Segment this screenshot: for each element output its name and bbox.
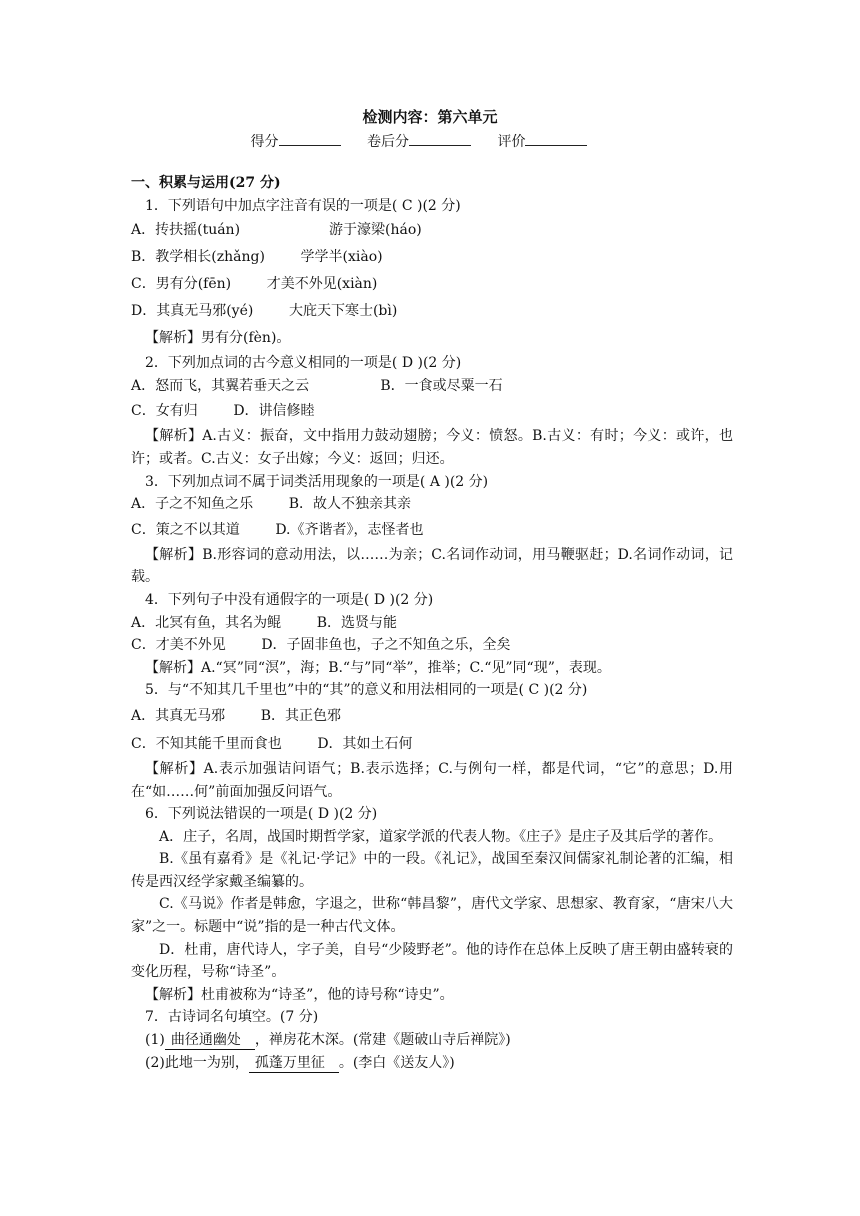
- fill-prefix: (2)此地一为别，: [145, 1054, 249, 1071]
- fill-item: [131, 1052, 733, 1075]
- question-7-stem: 7．古诗词名句填空。(7 分): [145, 1009, 319, 1026]
- question-1-option-line: C．男有分(fēn) 才美不外见(xiàn): [131, 276, 378, 293]
- section-title: 一、积累与运用(27 分): [131, 175, 281, 191]
- fill-suffix: ，禅房花木深。(常建《题破山寺后禅院》): [254, 1032, 511, 1049]
- question-5-option-line: A．其真无马邪 B．其正色邪: [131, 707, 341, 724]
- score-line: [0, 131, 860, 151]
- eval-blank[interactable]: [525, 131, 587, 146]
- question-3-analysis: 【解析】B.形容词的意动用法，以……为亲；C.名词作动词，用马鞭驱赶；D.名词作动词，记载。: [131, 546, 733, 586]
- question-2-option-line: C．女有归 D．讲信修睦: [131, 403, 315, 420]
- question-3-stem: 3．下列加点词不属于词类活用现象的一项是( A )(2 分): [145, 473, 489, 490]
- question-1-option-line: B．教学相长(zhǎng) 学学半(xiào): [131, 249, 383, 266]
- question-5-stem: 5．与“不知其几千里也”中的“其”的意义和用法相同的一项是( C )(2 分): [145, 682, 588, 699]
- question-6-option-paragraph: D．杜甫，唐代诗人，字子美，自号“少陵野老”。他的诗作在总体上反映了唐王朝由盛转衰的变化历程，号称“诗圣”。: [131, 941, 733, 981]
- after-score-label: 卷后分: [367, 134, 409, 150]
- fill-answer[interactable]: 孤蓬万里征: [249, 1054, 339, 1073]
- exam-content: [131, 172, 733, 1074]
- question-6-stem: 6．下列说法错误的一项是( D )(2 分): [145, 806, 378, 823]
- question-6-analysis: 【解析】杜甫被称为“诗圣”，他的诗号称“诗史”。: [145, 986, 454, 1003]
- score-label: 得分: [250, 134, 279, 150]
- question-5-option-line: C．不知其能千里而食也 D．其如土石何: [131, 735, 413, 752]
- question-2-analysis: 【解析】A.古义：振奋，文中指用力鼓动翅膀；今义：愤怒。B.古义：有时；今义：或许，也许；或者。C.古义：女子出嫁；今义：返回；归还。: [131, 428, 733, 467]
- question-3-option-line: C．策之不以其道 D.《齐谐者》，志怪者也: [131, 521, 424, 538]
- question-4-stem: 4．下列句子中没有通假字的一项是( D )(2 分): [145, 591, 434, 608]
- eval-label: 评价: [497, 134, 526, 150]
- question-6-option-paragraph: A．庄子，名周，战国时期哲学家，道家学派的代表人物。《庄子》是庄子及其后学的著作。: [159, 828, 723, 845]
- fill-suffix: 。(李白《送友人》): [338, 1054, 455, 1071]
- question-4-option-line: A．北冥有鱼，其名为鲲 B．选贤与能: [131, 614, 397, 631]
- fill-answer[interactable]: 曲径通幽处: [165, 1031, 255, 1050]
- page-title: 检测内容：第六单元: [362, 108, 498, 126]
- fill-item: [131, 1029, 733, 1052]
- question-2-option-line: A．怒而飞，其翼若垂天之云 B．一食或尽粟一石: [131, 377, 503, 394]
- question-1-analysis: 【解析】男有分(fèn)。: [145, 330, 291, 347]
- question-1-option-line: A．抟扶摇(tuán) 游于濠梁(háo): [131, 222, 422, 239]
- question-1-option-line: D．其真无马邪(yé) 大庇天下寒士(bì): [131, 303, 398, 320]
- fill-prefix: (1): [145, 1032, 165, 1049]
- question-1-stem: 1．下列语句中加点字注音有误的一项是( C )(2 分): [145, 197, 461, 214]
- question-4-option-line: C．才美不外见 D．子固非鱼也，子之不知鱼之乐，全矣: [131, 637, 511, 654]
- question-2-stem: 2．下列加点词的古今意义相同的一项是( D )(2 分): [145, 355, 462, 372]
- after-score-blank[interactable]: [409, 131, 471, 146]
- question-5-analysis: 【解析】A.表示加强诘问语气；B.表示选择；C.与例句一样，都是代词，“它”的意思；D.用在“如……何”前面加强反问语气。: [131, 760, 733, 800]
- question-6-option-paragraph: B.《虽有嘉肴》是《礼记·学记》中的一段。《礼记》，战国至秦汉间儒家礼制论著的汇编，相传是西汉经学家戴圣编纂的。: [131, 851, 733, 890]
- score-blank[interactable]: [279, 131, 341, 146]
- question-4-analysis: 【解析】A.“冥”同“溟”，海；B.“与”同“举”，推举；C.“见”同“现”，表现。: [145, 659, 611, 676]
- question-3-option-line: A．子之不知鱼之乐 B．故人不独亲其亲: [131, 496, 411, 513]
- question-6-option-paragraph: C.《马说》作者是韩愈，字退之，世称“韩昌黎”，唐代文学家、思想家、教育家，“唐宋八大家”之一。标题中“说”指的是一种古代文体。: [131, 896, 733, 936]
